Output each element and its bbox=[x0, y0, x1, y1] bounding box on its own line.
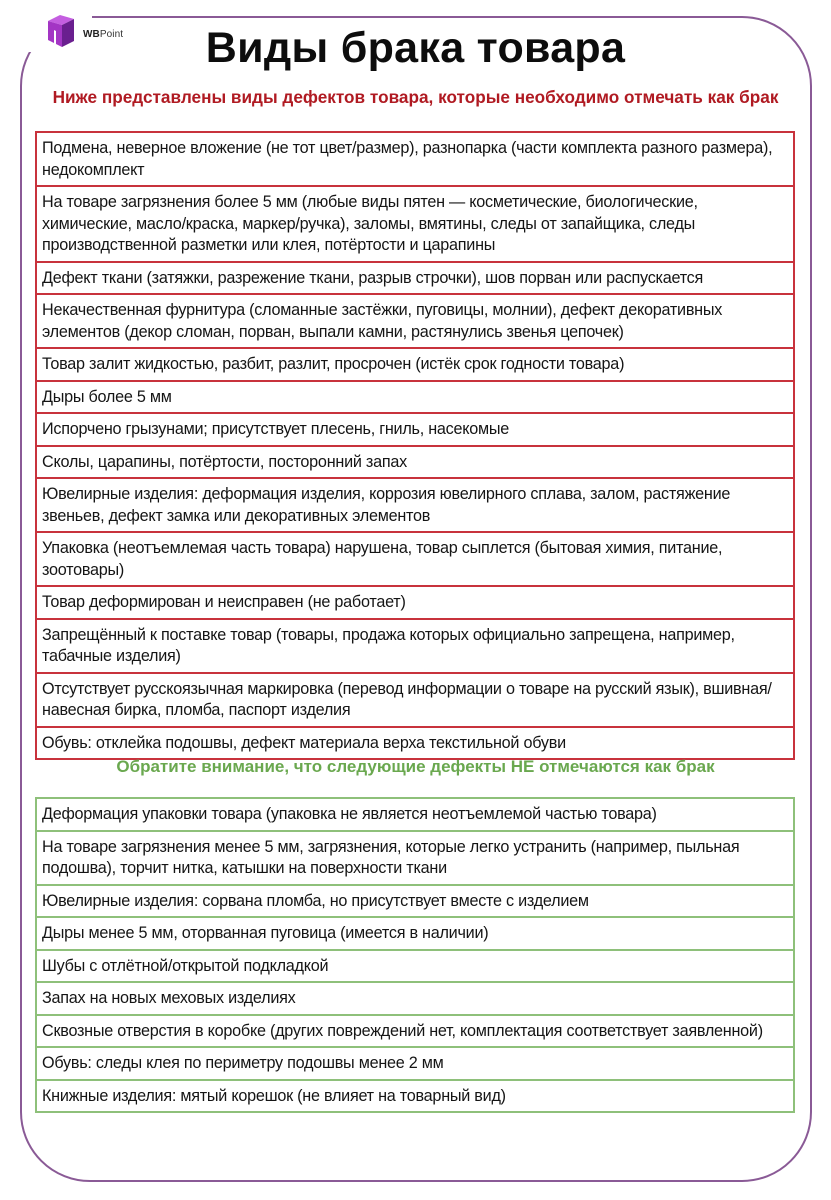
defect-row: Испорчено грызунами; присутствует плесень, гниль, насекомые bbox=[37, 412, 793, 445]
defect-row: Некачественная фурнитура (сломанные застёжки, пуговицы, молнии), дефект декоративных элементов (декор сломан, порван, выпали камни, растянулись звенья цепочек) bbox=[37, 293, 793, 347]
logo-text: WBPoint bbox=[83, 29, 124, 40]
defect-row: Товар залит жидкостью, разбит, разлит, просрочен (истёк срок годности товара) bbox=[37, 347, 793, 380]
defects-subtitle: Ниже представлены виды дефектов товара, которые необходимо отмечать как брак bbox=[52, 87, 779, 107]
defect-row: На товаре загрязнения более 5 мм (любые виды пятен — косметические, биологические, химические, масло/краска, маркер/ручка), заломы, вмятины, следы от запайщика, следы производственной разметки или клея, потёртости и царапины bbox=[37, 185, 793, 261]
non-defect-row: Деформация упаковки товара (упаковка не является неотъемлемой частью товара) bbox=[42, 805, 657, 823]
non-defects-table bbox=[35, 797, 795, 1113]
non-defect-row: Сквозные отверстия в коробке (других повреждений нет, комплектация соответствует заявленной) bbox=[37, 1014, 793, 1047]
defect-row: Дефект ткани (затяжки, разрежение ткани, разрыв строчки), шов порван или распускается bbox=[37, 261, 793, 294]
non-defect-row: Обувь: следы клея по периметру подошвы менее 2 мм bbox=[37, 1046, 793, 1079]
defect-row: Сколы, царапины, потёртости, посторонний запах bbox=[37, 445, 793, 478]
page-title: Виды брака товара bbox=[205, 24, 626, 72]
defect-row: Упаковка (неотъемлемая часть товара) нарушена, товар сыплется (бытовая химия, питание, зоотовары) bbox=[37, 531, 793, 585]
defect-row: Товар деформирован и неисправен (не работает) bbox=[37, 585, 793, 618]
non-defect-row: Запах на новых меховых изделиях bbox=[37, 981, 793, 1014]
defects-table bbox=[35, 131, 795, 760]
non-defect-row: Дыры менее 5 мм, оторванная пуговица (имеется в наличии) bbox=[37, 916, 793, 949]
defect-row: Запрещённый к поставке товар (товары, продажа которых официально запрещена, например, табачные изделия) bbox=[37, 618, 793, 672]
non-defect-row: Ювелирные изделия: сорвана пломба, но присутствует вместе с изделием bbox=[37, 884, 793, 917]
defect-row: Подмена, неверное вложение (не тот цвет/размер), разнопарка (части комплекта разного размера), недокомплект bbox=[42, 139, 773, 179]
defect-row: Дыры более 5 мм bbox=[37, 380, 793, 413]
defect-row: Ювелирные изделия: деформация изделия, коррозия ювелирного сплава, залом, растяжение звеньев, дефект замка или декоративных элементов bbox=[37, 477, 793, 531]
non-defects-note: Обратите внимание, что следующие дефекты НЕ отмечаются как брак bbox=[116, 757, 715, 776]
non-defect-row: Шубы с отлётной/открытой подкладкой bbox=[37, 949, 793, 982]
non-defect-row: На товаре загрязнения менее 5 мм, загрязнения, которые легко устранить (например, пыльная подошва), торчит нитка, катышки на поверхности ткани bbox=[37, 830, 793, 884]
defect-row: Отсутствует русскоязычная маркировка (перевод информации о товаре на русский язык), вшивная/навесная бирка, пломба, паспорт изделия bbox=[37, 672, 793, 726]
non-defect-row: Книжные изделия: мятый корешок (не влияет на товарный вид) bbox=[37, 1079, 793, 1112]
defect-row: Обувь: отклейка подошвы, дефект материала верха текстильной обуви bbox=[37, 726, 793, 759]
